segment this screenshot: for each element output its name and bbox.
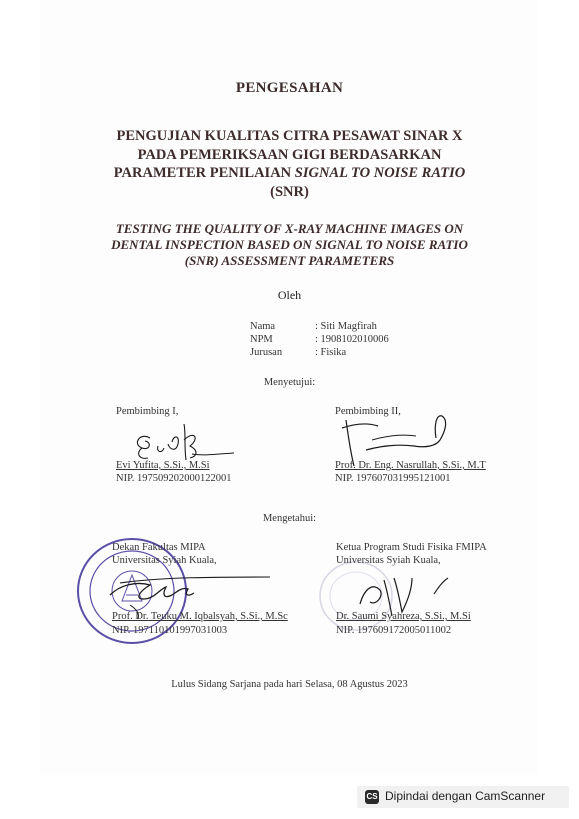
kaprodi-role-line1: Ketua Program Studi Fisika FMIPA <box>336 542 487 553</box>
graduation-statement: Lulus Sidang Sarjana pada hari Selasa, 08 Agustus 2023 <box>171 679 408 690</box>
nama-label: Nama <box>250 321 276 332</box>
dekan-nip: NIP. 197110101997031003 <box>112 625 228 636</box>
camscanner-icon: CS <box>365 790 379 804</box>
pembimbing2-role: Pembimbing II, <box>335 406 401 417</box>
jurusan-value: : Fisika <box>315 347 347 358</box>
title-id-line4: (SNR) <box>270 183 309 200</box>
kaprodi-name: Dr. Saumi Syahreza, S.Si., M.Si <box>336 611 471 622</box>
page-heading: PENGESAHAN <box>235 80 344 96</box>
nama-value: : Siti Magfirah <box>315 321 377 332</box>
camscanner-text: Dipindai dengan CamScanner <box>385 789 546 803</box>
npm-value: : 1908102010006 <box>315 334 389 345</box>
dekan-role-line1: Dekan Fakultas MIPA <box>112 542 206 553</box>
title-indonesian <box>0 127 579 201</box>
title-id-line1: PENGUJIAN KUALITAS CITRA PESAWAT SINAR X <box>116 128 463 144</box>
pembimbing1-nip: NIP. 197509202000122001 <box>116 473 232 484</box>
kaprodi-nip: NIP. 197609172005011002 <box>336 625 452 636</box>
title-en-line1: TESTING THE QUALITY OF X-RAY MACHINE IMAGES ON <box>115 221 464 236</box>
oleh-label: Oleh <box>277 288 302 302</box>
title-en-line2: DENTAL INSPECTION BASED ON SIGNAL TO NOISE RATIO <box>111 237 468 252</box>
title-en-line3: (SNR) ASSESSMENT PARAMETERS <box>184 253 395 268</box>
npm-label: NPM <box>250 334 273 345</box>
menyetujui-label: Menyetujui: <box>263 377 316 388</box>
pembimbing1-name: Evi Yufita, S.Si., M.Si <box>116 460 210 471</box>
title-english <box>0 221 579 269</box>
dekan-role-line2: Universitas Syiah Kuala, <box>112 555 217 566</box>
jurusan-label: Jurusan <box>250 347 283 358</box>
kaprodi-role-line2: Universitas Syiah Kuala, <box>336 555 441 566</box>
pembimbing1-role: Pembimbing I, <box>116 406 179 417</box>
pembimbing2-name: Prof. Dr. Eng. Nasrullah, S.Si., M.T <box>335 460 486 471</box>
title-id-line3: PARAMETER PENILAIAN SIGNAL TO NOISE RATIO <box>113 165 466 181</box>
pembimbing2-nip: NIP. 197607031995121001 <box>335 473 451 484</box>
mengetahui-label: Mengetahui: <box>262 513 317 524</box>
camscanner-watermark <box>357 786 569 808</box>
title-id-line2: PADA PEMERIKSAAN GIGI BERDASARKAN <box>137 146 442 163</box>
dekan-name: Prof. Dr. Teuku M. Iqbalsyah, S.Si., M.Sc <box>112 611 288 622</box>
